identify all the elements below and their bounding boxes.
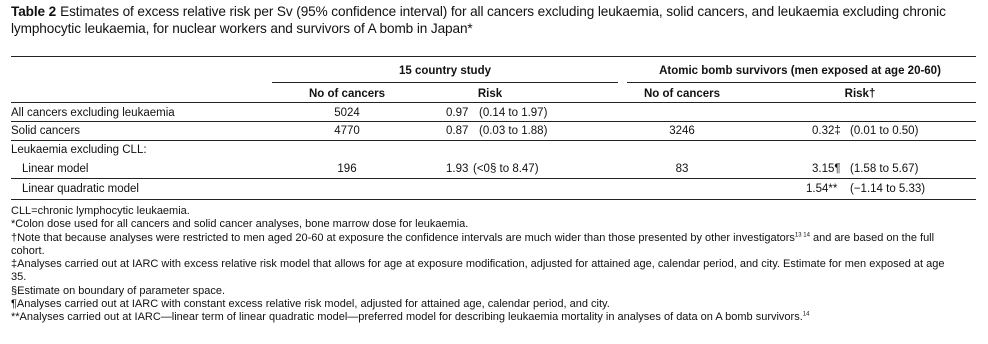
row-risk2-ci: (−1.14 to 5.33): [850, 183, 926, 195]
row-risk1-est: 0.87: [446, 125, 469, 137]
row-n1: 4770: [334, 125, 360, 137]
col-header-risk-1: Risk: [477, 88, 503, 100]
row-risk1-est: 0.97: [446, 107, 469, 119]
footnote-double-star-ref: 14: [802, 311, 810, 318]
footnote-dagger-cont: cohort.: [11, 244, 45, 257]
row-label: Solid cancers: [11, 125, 81, 137]
row-label: All cancers excluding leukaemia: [11, 107, 175, 119]
group-header-15-country: 15 country study: [398, 65, 492, 77]
table-title: [11, 3, 976, 37]
bottom-rule: [11, 199, 976, 200]
footnotes: [11, 205, 973, 325]
col-header-no-cancers-1: No of cancers: [308, 88, 386, 100]
footnote-dagger-ref: 13 14: [794, 231, 810, 238]
row-risk2-est: 0.32‡: [812, 125, 841, 137]
row-rule: [11, 140, 976, 141]
row-n2: 3246: [669, 125, 695, 137]
footnote-star: *Colon dose used for all cancers and solid cancer analyses, bone marrow dose for leukaemia.: [11, 218, 469, 231]
footnote-dagger: †Note that because analyses were restricted to men aged 20-60 at exposure the confidence intervals are much wider than those presented by other investigators$^{13 14}$ and are based on the full: [11, 231, 935, 244]
footnote-pilcrow: ¶Analyses carried out at IARC with constant excess relative risk model, adjusted for attained age, calendar period, and city.: [11, 298, 610, 311]
row-risk1-ci: (<0§ to 8.47): [473, 163, 539, 175]
row-risk1-ci: (0.14 to 1.97): [479, 107, 548, 119]
header-rule: [11, 102, 976, 103]
footnote-cll: CLL=chronic lymphocytic leukaemia.: [11, 205, 190, 217]
row-rule: [11, 178, 976, 179]
row-risk1-est: 1.93: [446, 163, 469, 175]
row-risk2-ci: (1.58 to 5.67): [850, 163, 919, 175]
table-label: Table 2: [11, 4, 57, 19]
footnote-section: §Estimate on boundary of parameter space.: [11, 284, 226, 297]
group-rule-15-country: [272, 82, 618, 83]
footnote-double-dagger-cont: 35.: [11, 271, 27, 284]
row-rule: [11, 121, 976, 122]
col-header-no-cancers-2: No of cancers: [643, 88, 721, 100]
row-n2: 83: [675, 163, 689, 175]
footnote-double-star: **Analyses carried out at IARC—linear term of linear quadratic model—preferred model for describing leukaemia mortality in analyses of data on A bomb survivors.$^{14}$: [11, 311, 810, 324]
row-label: Linear model: [22, 163, 89, 175]
row-risk2-est: 1.54**: [806, 183, 838, 195]
table-caption: [11, 3, 976, 37]
group-rule-atomic-bomb: [627, 82, 976, 83]
row-label: Leukaemia excluding CLL:: [11, 144, 147, 156]
row-risk2-ci: (0.01 to 0.50): [850, 125, 919, 137]
row-risk2-est: 3.15¶: [812, 163, 841, 175]
table-title-text: Estimates of excess relative risk per Sv (95% confidence interval) for all cancers excluding leukaemia, solid cancers, and leukaemia excluding chronic lymphocytic leukaemia, for nuclear workers and survivors of A bomb in Japan*: [11, 4, 946, 36]
group-header-atomic-bomb: Atomic bomb survivors (men exposed at age 20-60): [659, 65, 941, 77]
row-risk1-ci: (0.03 to 1.88): [479, 125, 548, 137]
row-label: Linear quadratic model: [22, 183, 139, 195]
row-n1: 196: [337, 163, 357, 175]
col-header-risk-2: Risk†: [844, 88, 876, 100]
footnote-double-dagger: ‡Analyses carried out at IARC with excess relative risk model that allows for age at exposure modification, adjusted for attained age, calendar period, and city. Estimate for men exposed at age: [11, 258, 945, 271]
top-rule: [11, 56, 976, 57]
row-n1: 5024: [334, 107, 360, 119]
